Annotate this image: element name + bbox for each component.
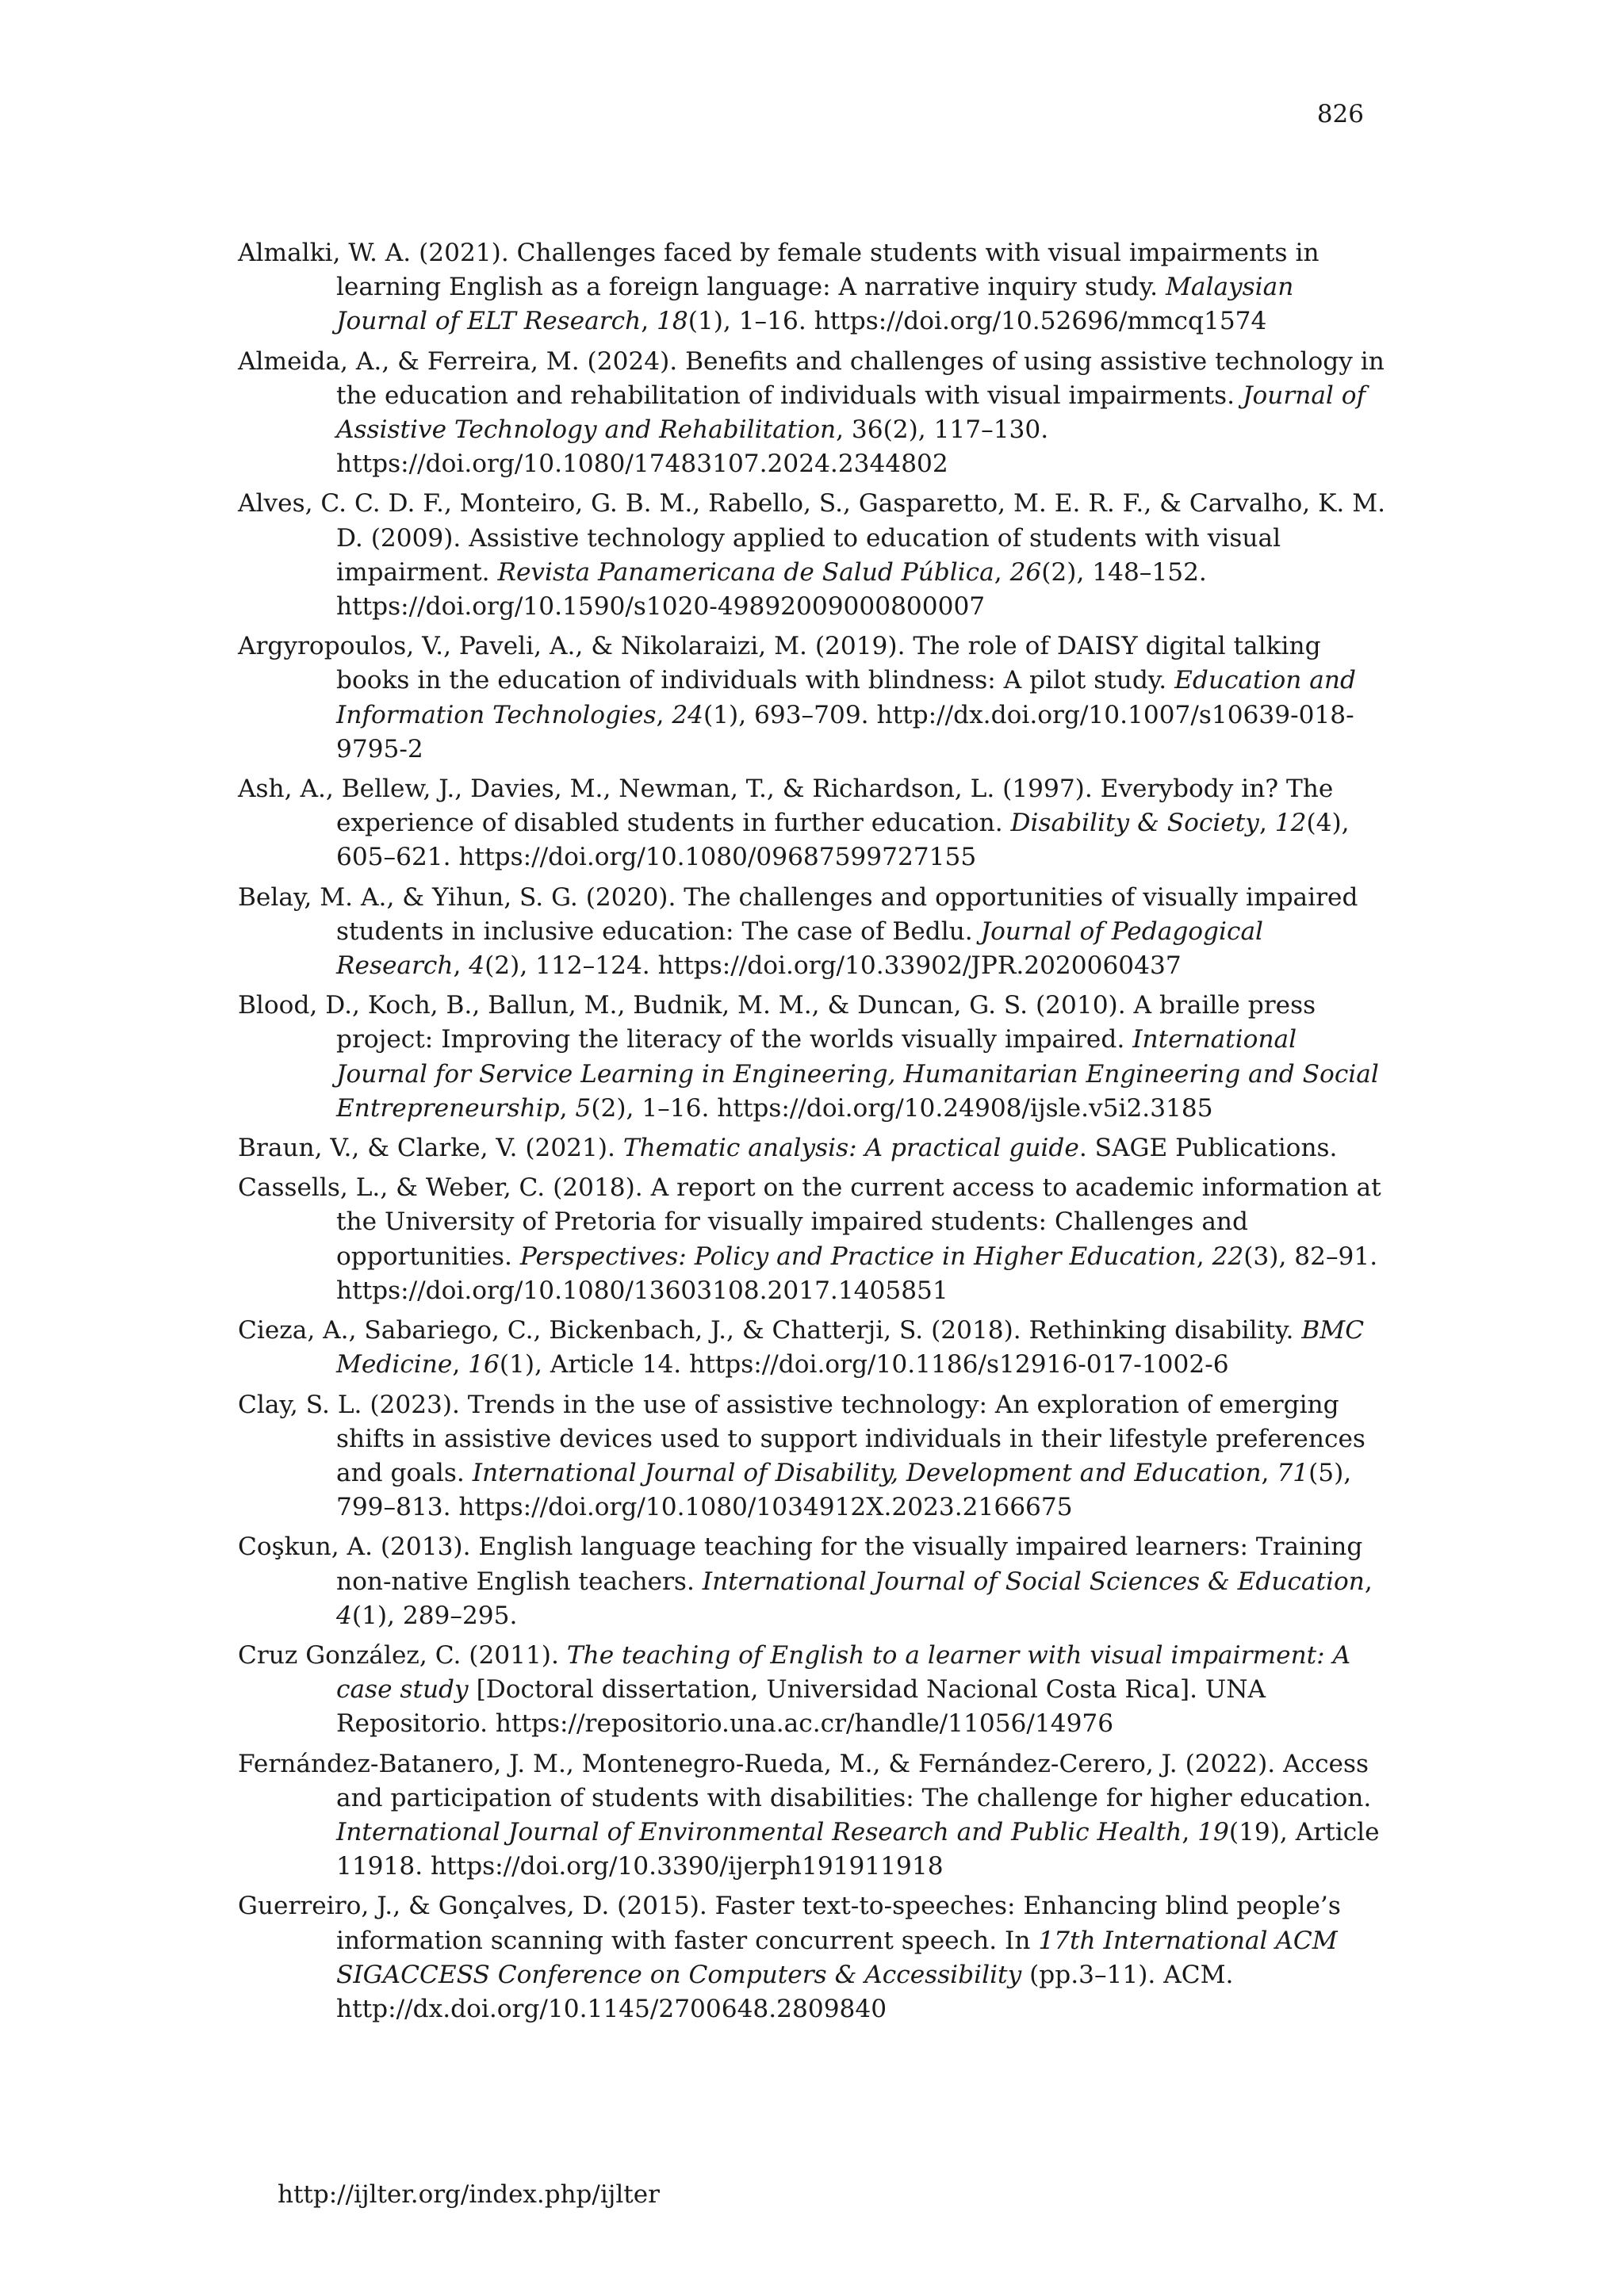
reference-text: (2), 112–124. https://doi.org/10.33902/JPR.2020060437 (485, 951, 1182, 981)
reference-text: Almeida, A., & Ferreira, M. (2024). Benefits and challenges of using assistive technology in the education and rehabilitation of individuals with visual impairments. (238, 346, 1392, 410)
reference-text: . SAGE Publications. (1078, 1134, 1338, 1163)
reference-entry (238, 1388, 1386, 1525)
reference-text: (1), Article 14. https://doi.org/10.1186/s12916-017-1002-6 (499, 1350, 1229, 1380)
reference-text: Ash, A., Bellew, J., Davies, M., Newman, T., & Richardson, L. (1997). Everybody in? The experience of disabled students in further education. (238, 775, 1342, 838)
reference-text: Coşkun, A. (2013). English language teaching for the visually impaired learners: Training non-native English teachers. (238, 1533, 1371, 1596)
reference-entry (238, 1314, 1386, 1382)
reference-text: , 36(2), 117–130. https://doi.org/10.1080/17483107.2024.2344802 (336, 415, 1057, 479)
reference-italic-text: 19 (1197, 1817, 1229, 1846)
reference-entry (238, 989, 1386, 1126)
reference-entry (238, 236, 1386, 339)
page-number: 826 (1316, 100, 1364, 128)
reference-text: Guerreiro, J., & Gonçalves, D. (2015). Faster text-to-speeches: Enhancing blind people’s information scanning with faster concurrent speech. In (238, 1892, 1349, 1955)
reference-entry (238, 772, 1386, 875)
reference-entry (238, 1131, 1386, 1165)
reference-italic-text: 22 (1212, 1242, 1244, 1271)
reference-italic-text: 18 (657, 307, 688, 336)
reference-italic-text: International Journal of Environmental Research and Public Health (336, 1817, 1182, 1846)
reference-entry (238, 1530, 1386, 1633)
reference-italic-text: 4 (336, 1601, 352, 1630)
reference-italic-text: Perspectives: Policy and Practice in Higher Education (519, 1242, 1197, 1271)
reference-text: , (559, 1093, 576, 1123)
reference-entry (238, 1889, 1386, 2026)
footer-url: http://ijlter.org/index.php/ijlter (278, 2180, 660, 2209)
reference-text: Fernández-Batanero, J. M., Montenegro-Rueda, M., & Fernández-Cerero, J. (2022). Access and participation of students with disabilities: The challenge for higher education. (238, 1749, 1380, 1812)
reference-text: Almalki, W. A. (2021). Challenges faced by female students with visual impairments in learning English as a foreign language: A narrative inquiry study. (238, 239, 1327, 302)
reference-entry (238, 1747, 1386, 1885)
reference-text: , (1258, 809, 1275, 838)
reference-italic-text: 12 (1274, 809, 1307, 838)
reference-text: , (1182, 1817, 1198, 1846)
reference-italic-text: Disability & Society (1010, 809, 1259, 838)
reference-text: , (1196, 1242, 1212, 1271)
reference-italic-text: Malaysian Journal of ELT Research (336, 273, 1302, 336)
reference-text: (19), Article 11918. https://doi.org/10.3390/ijerph191911918 (336, 1817, 1388, 1881)
reference-text: Braun, V., & Clarke, V. (2021). (238, 1134, 623, 1163)
reference-text: (2), 1–16. https://doi.org/10.24908/ijsle.v5i2.3185 (591, 1093, 1213, 1123)
reference-text: Clay, S. L. (2023). Trends in the use of assistive technology: An exploration of emerging shifts in assistive devices used to support individuals in their lifestyle preferences and goals. (238, 1390, 1373, 1487)
reference-text: , (452, 1350, 469, 1380)
reference-entry (238, 1639, 1386, 1742)
reference-text: (3), 82–91. https://doi.org/10.1080/13603108.2017.1405851 (336, 1242, 1386, 1305)
reference-text: (5), 799–813. https://doi.org/10.1080/1034912X.2023.2166675 (336, 1458, 1360, 1522)
reference-italic-text: 17th International ACM SIGACCESS Conference on Computers & Accessibility (336, 1926, 1346, 1989)
reference-italic-text: Thematic analysis: A practical guide (622, 1134, 1079, 1163)
reference-text: , (641, 307, 657, 336)
reference-italic-text: Education and Information Technologies (336, 666, 1364, 729)
reference-text: (4), 605–621. https://doi.org/10.1080/09687599727155 (336, 809, 1358, 872)
reference-text: (pp.3–11). ACM. http://dx.doi.org/10.1145/2700648.2809840 (336, 1960, 1242, 2023)
reference-italic-text: Revista Panamericana de Salud Pública (497, 557, 994, 587)
reference-italic-text: BMC Medicine (336, 1316, 1372, 1380)
reference-list (238, 236, 1393, 2032)
reference-text: (1), 1–16. https://doi.org/10.52696/mmcq1574 (688, 307, 1267, 336)
reference-text: [Doctoral dissertation, Universidad Nacional Costa Rica]. UNA Repositorio. https://repositorio.una.ac.cr/handle/11056/14976 (336, 1675, 1274, 1739)
reference-text: Cieza, A., Sabariego, C., Bickenbach, J., & Chatterji, S. (2018). Rethinking disability. (238, 1316, 1302, 1345)
reference-entry (238, 881, 1386, 984)
reference-italic-text: 24 (672, 700, 704, 729)
reference-italic-text: 71 (1277, 1458, 1309, 1487)
reference-text: Belay, M. A., & Yihun, S. G. (2020). The challenges and opportunities of visually impaired students in inclusive education: The case of Bedlu. (238, 882, 1366, 946)
reference-italic-text: 16 (468, 1350, 500, 1380)
reference-italic-text: 5 (575, 1093, 592, 1123)
reference-text: (1), 693–709. http://dx.doi.org/10.1007/s10639-018-9795-2 (336, 700, 1354, 763)
reference-entry (238, 345, 1392, 482)
reference-text: , (994, 557, 1010, 587)
reference-text: Cassells, L., & Weber, C. (2018). A report on the current access to academic information at the University of Pretoria for visually impaired students: Challenges and opportunities. (238, 1173, 1389, 1271)
reference-text: Alves, C. C. D. F., Monteiro, G. B. M., Rabello, S., Gasparetto, M. E. R. F., & Carvalho, K. M. D. (2009). Assistive technology applied to education of students with visual impairment. (238, 489, 1393, 587)
reference-text: Cruz González, C. (2011). (238, 1640, 567, 1670)
reference-italic-text: Journal of Assistive Technology and Rehabilitation (336, 381, 1374, 445)
reference-text: , (656, 700, 672, 729)
reference-italic-text: 26 (1009, 557, 1042, 587)
reference-text: (2), 148–152. https://doi.org/10.1590/s1020-49892009000800007 (336, 557, 1215, 622)
reference-text: Argyropoulos, V., Paveli, A., & Nikolaraizi, M. (2019). The role of DAISY digital talking books in the education of individuals with blindness: A pilot study. (238, 632, 1329, 695)
reference-italic-text: International Journal for Service Learning in Engineering, Humanitarian Engineering and Social Entrepreneurship (336, 1025, 1387, 1123)
reference-text: , (1261, 1458, 1277, 1487)
reference-text: , (453, 951, 469, 981)
reference-entry (238, 629, 1386, 767)
reference-text: (1), 289–295. (351, 1601, 518, 1630)
reference-italic-text: 4 (469, 951, 485, 981)
reference-text: Blood, D., Koch, B., Ballun, M., Budnik, M. M., & Duncan, G. S. (2010). A braille press project: Improving the literacy of the worlds visually impaired. (238, 991, 1323, 1054)
reference-italic-text: International Journal of Disability, Development and Education (472, 1458, 1262, 1487)
reference-italic-text: The teaching of English to a learner with visual impairment: A case study (336, 1640, 1359, 1705)
reference-entry (238, 1171, 1389, 1308)
reference-entry (238, 487, 1393, 624)
reference-italic-text: International Journal of Social Sciences & Education (702, 1567, 1365, 1596)
reference-text: , (1364, 1567, 1381, 1596)
reference-italic-text: Journal of Pedagogical Research (336, 916, 1271, 981)
